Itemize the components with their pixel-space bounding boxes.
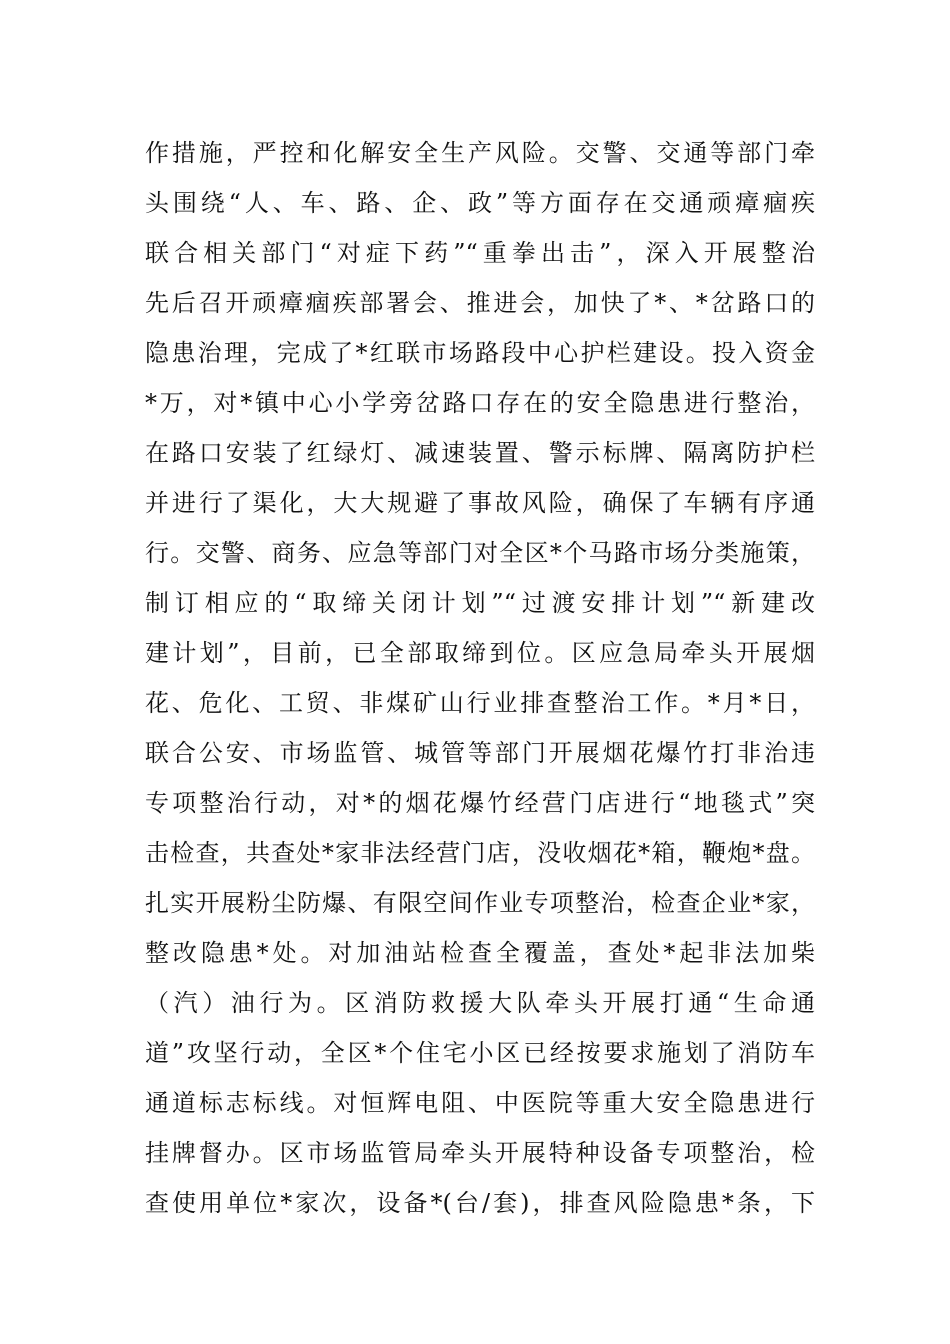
text-line: 花、危化、工贸、非煤矿山行业排查整治工作。*月*日，: [145, 689, 815, 717]
text-line: 隐患治理，完成了*红联市场路段中心护栏建设。投入资金: [145, 339, 815, 367]
text-line: 专项整治行动，对*的烟花爆竹经营门店进行“地毯式”突: [145, 789, 815, 817]
text-line: 并进行了渠化，大大规避了事故风险，确保了车辆有序通: [145, 489, 815, 517]
text-line: 击检查，共查处*家非法经营门店，没收烟花*箱，鞭炮*盘。: [145, 839, 815, 867]
text-line: 通道标志标线。对恒辉电阻、中医院等重大安全隐患进行: [145, 1089, 815, 1117]
text-line: 查使用单位*家次，设备*(台/套)，排查风险隐患*条，下: [145, 1189, 815, 1217]
body-text: [145, 128, 815, 1228]
text-line: 扎实开展粉尘防爆、有限空间作业专项整治，检查企业*家，: [145, 889, 815, 917]
text-line: 建计划”，目前，已全部取缔到位。区应急局牵头开展烟: [145, 639, 815, 667]
text-line: 在路口安装了红绿灯、减速装置、警示标牌、隔离防护栏: [145, 439, 815, 467]
text-line: 作措施，严控和化解安全生产风险。交警、交通等部门牵: [145, 139, 815, 167]
text-line: 联合公安、市场监管、城管等部门开展烟花爆竹打非治违: [145, 739, 815, 767]
text-line: 道”攻坚行动，全区*个住宅小区已经按要求施划了消防车: [145, 1039, 815, 1067]
text-line: （汽）油行为。区消防救援大队牵头开展打通“生命通: [145, 989, 815, 1017]
text-line: 挂牌督办。区市场监管局牵头开展特种设备专项整治，检: [145, 1139, 815, 1167]
text-line: *万，对*镇中心小学旁岔路口存在的安全隐患进行整治，: [145, 389, 815, 417]
text-line: 制订相应的“取缔关闭计划”“过渡安排计划”“新建改: [145, 589, 815, 617]
text-line: 整改隐患*处。对加油站检查全覆盖，查处*起非法加柴: [145, 939, 815, 967]
text-line: 头围绕“人、车、路、企、政”等方面存在交通顽瘴痼疾: [145, 189, 815, 217]
text-line: 联合相关部门“对症下药”“重拳出击”，深入开展整治: [145, 239, 815, 267]
text-line: 行。交警、商务、应急等部门对全区*个马路市场分类施策，: [145, 539, 815, 567]
text-line: 先后召开顽瘴痼疾部署会、推进会，加快了*、*岔路口的: [145, 289, 815, 317]
